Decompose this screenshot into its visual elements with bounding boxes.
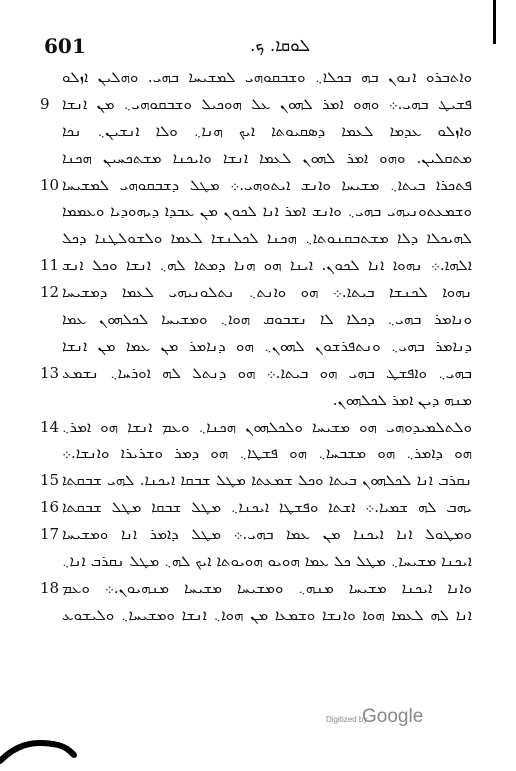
syriac-text-line: ܐܝܟܢܐ ܡܫܝܚܐ܆ ܡܛܠ ܟܠ ܥܡܐ ܗܘܝܘ ܗܘܝܘܬܐ ܐܝܟ ܠܗ܆ ܡܛܠ ܢܩܪܒ ܐܢܐ܆ [62,552,472,571]
text-line [40,306,472,333]
text-line [40,225,472,252]
page-edge-rule [493,0,496,44]
text-line [40,575,472,602]
syriac-text-line: ܘܐܢܐ ܐܝܟܢܐ ܡܫܝܚܐ ܡܢܗ܆ ܘܡܫܝܚܐ ܡܫܝܚܐ ܡܢܗܝܘܢ.܀ ܘܥܡ [62,578,472,597]
text-line [40,387,472,414]
syriac-text-line: ܡܢܗ ܕܝܢ ܐܡܪ ܠܟܠܗܘܢ. [332,390,472,409]
text-line [40,440,472,467]
syriac-text-line: ܠܗܝܟܠܐ ܕܠܐ ܡܫܬܒܩܢܘܬܐ܆ ܗܟܢܐ ܠܟܠܢܫܐ ܠܥܡܐ ܘܠܫܘܠܛܢܐ ܕܟܠ [62,229,472,248]
syriac-text-line: ܡܬܩܠܝܢ. ܘܗܘ ܐܡܪ ܠܗܘܢ ܠܥܡܐ ܐܢܫܐ ܘܐܝܟܢܐ ܡܫܬܟܚܝܢ ܗܟܢܐ [62,148,472,167]
syriac-text-line: ܗܘ ܕܐܡܪ܆ ܗܘ ܡܫܒܚܐ܆ ܗܘ ܦܫܛܐ܆ ܗܘ ܕܡܪ ܘܫܪܝܪܐ ܘܐܢܫܐ.܀ [62,444,472,463]
syriac-text-line: ܒܗܝ܆ ܘܐܦܫܛ ܒܗܝ ܗܘ ܒܝܬܐ.܀ ܗܘ ܕܢܬܠ ܠܗ ܐܘܪܚܐ܆ ܢܫܡܥ [62,363,472,382]
text-line [40,494,472,521]
syriac-text-line: ܦܫܝܛ ܒܗܝ.܀ ܘܗܘ ܐܡܪ ܠܗܘܢ ܥܠ ܗܘܟܝܠ ܘܫܒܩܘܗܝ܆ ܡܢ ܐܢܫܐ [62,94,472,113]
google-logo: Google [362,706,424,727]
text-line [40,118,472,145]
running-head: ܠܘܩܐ. ܟ. [249,36,311,56]
syriac-text-line: ܐܠܗܐ.܀ ܢܗܘܐ ܐܢܐ ܠܟܘܢ. ܐܝܢܐ ܗܘ ܗܢܐ ܕܡܬܐ ܠܗ܆ ܐܢܫܐ ܘܟܠ ܐܢܫ [62,256,472,275]
syriac-text-line: ܘܢܐܡܪ ܒܗܝ܆ ܕܟܠܐ ܠܐ ܢܫܒܘܩ ܗܘܐ܆ ܘܡܫܝܚܐ ܠܟܠܗܘܢ ܥܡܐ [62,310,472,329]
text-body [40,64,472,629]
syriac-text-line: ܕܢܐܡܪ ܒܗܝ܆ ܘܢܬܦܪܫܘܢ ܠܗܘܢ܆ ܗܘ ܕܢܐܡܪ ܡܢ ܥܡܐ ܡܢ ܐܢܫܐ [62,336,472,355]
text-line [40,64,472,91]
text-line [40,198,472,225]
verse-number: 17 [40,525,60,544]
syriac-text-line: ܘܐܬܒܪܘ ܐܢܘܢ ܒܗ ܒܟܠܐ܆ ܘܫܒܩܘܗܝ ܠܡܫܝܚܐ ܒܗܝ. ܘܗܠܝܢ ܐܙܠܘ [62,68,472,86]
text-line [40,333,472,360]
syriac-text-line: ܢܗܘܐ ܠܟܢܫܐ ܒܝܬܐ.܀ ܗܘ ܘܐܢܬ܆ ܢܬܠܘܢܝܗܝ ܠܥܡܐ ܕܡܫܝܚܐ [62,283,472,302]
text-line [40,521,472,548]
digitized-by-label: Digitized by [326,715,368,724]
syriac-text-line: ܝܗܒ ܠܗ ܫܡܝܐ.܀ ܐܫܬܐ ܘܦܫܛܐ ܐܝܟܢܐ܆ ܡܛܠ ܫܒܩܐ ܡܛܠ ܫܒܩܬܐ [62,498,472,517]
verse-number: 14 [40,417,60,436]
verse-number: 13 [40,363,60,382]
text-line [40,602,472,629]
verse-number: 12 [40,283,60,302]
syriac-text-line: ܘܠܬܠܡܝܕܘܗܝ ܗܘ ܡܫܝܚܐ ܘܠܟܠܗܘܢ ܗܟܢܐ܆ ܘܥܡ ܐܢܫܐ ܗܘ ܐܡܪ܆ [62,417,472,436]
verse-number: 11 [40,256,60,275]
verse-number: 10 [40,175,60,194]
text-line [40,360,472,387]
syriac-text-line: ܢܩܪܒ ܐܢܐ ܠܟܠܗܘܢ ܒܝܬܐ ܘܟܠ ܫܡܥܬܐ ܡܛܠ ܫܒܩܐ ܐܝܟܢܐ. ܠܗܝ ܫܒܩܬܐ [62,471,472,490]
verse-number: 15 [40,471,60,490]
text-line [40,467,472,494]
syriac-text-line: ܘܡܛܘܠ ܐܢܐ ܐܝܟܢܐ ܡܢ ܥܡܐ ܒܗܝ.܀ ܡܛܠ ܕܐܡܪ ܐܢܐ ܘܡܫܝܚܐ [62,525,472,544]
text-line [40,279,472,306]
text-line [40,145,472,172]
syriac-text-line: ܘܫܡܥܬܘܢܝܗܝ ܒܗܝ܆ ܘܐܢܫ ܐܡܪ ܐܢܐ ܠܟܘܢ ܡܢ ܥܒܕܐ ܕܝܗܘܕܝܐ ܘܥܡܡܐ [62,202,472,221]
syriac-text-line: ܐܢܐ ܠܗ ܠܥܡܐ ܗܘܐ ܘܐܢܫܐ ܘܫܡܥܐ ܡܢ ܗܘܐ܆ ܐܢܫܐ ܘܡܫܝܚܐ܆ ܘܠܝܫܘܥ [62,605,472,624]
text-line [40,252,472,279]
text-line [40,91,472,118]
text-line [40,414,472,441]
text-line [40,548,472,575]
verse-number: 18 [40,578,60,597]
page-number: 601 [44,34,86,58]
verse-number: 9 [40,94,50,113]
ink-stroke-decoration [0,735,80,771]
syriac-text-line: ܦܬܟܪܐ ܒܝܬܐ܆ ܡܫܝܚܐ ܘܐܢܫ ܐܝܬܘܗܝ.܀ ܡܛܠ ܕܫܒܩܘܗܝ ܠܡܫܝܚܐ [62,175,472,194]
verse-number: 16 [40,498,60,517]
text-line [40,172,472,199]
syriac-text-line: ܘܐܙܠܘ ܥܕܡܐ ܠܥܡܐ ܕܣܩܝܘܬܐ ܐܝܟ ܗܢܐ܆ ܘܠܐ ܐܢܫܝܢ܆ ܢܟܐ [62,121,472,140]
